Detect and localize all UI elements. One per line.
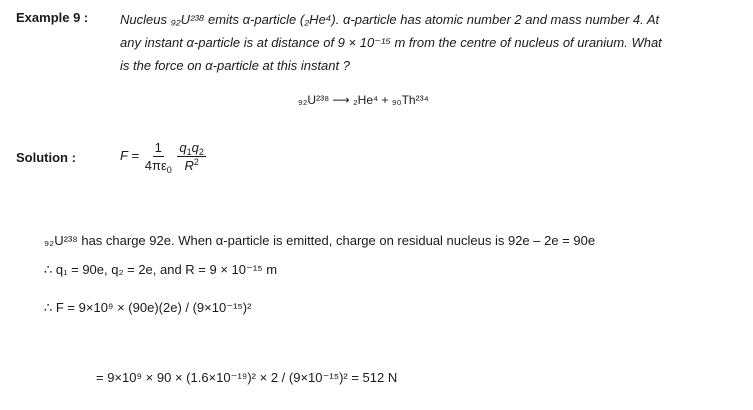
coulomb-formula: F = $\frac{1}{4\pi\varepsilon_0}$ $\frac{q_1q_2}{R^2}$ bbox=[120, 140, 204, 175]
values-line: ∴ q₁ = 90e, q₂ = 2e, and R = 9 × 10⁻¹⁵ m bbox=[44, 262, 278, 277]
solution-label: Solution : bbox=[16, 150, 76, 165]
formula-label: F bbox=[120, 147, 128, 163]
charge-fraction: $\frac{q_1q_2}{R^2}$ bbox=[179, 140, 204, 173]
result-step: = 9×10⁹ × 90 × (1.6×10⁻¹⁹)² × 2 / (9×10⁻¹⁵)² = 512 N bbox=[96, 370, 398, 385]
constant-fraction: $\frac{1}{4\pi\varepsilon_0}$ bbox=[144, 140, 172, 175]
force-step: ∴ F = 9×10⁹ × (90e)(2e) / (9×10⁻¹⁵)² bbox=[44, 300, 252, 315]
question-line-3: is the force on α-particle at this instant ? bbox=[120, 58, 350, 73]
reaction-equation: ₉₂U²³⁸ ⟶ ₂He⁴ + ₉₀Th²³⁴ bbox=[298, 93, 429, 107]
question-line-2: any instant α-particle is at distance of 9 × 10⁻¹⁵ m from the centre of nucleus of uranium. What bbox=[120, 35, 662, 50]
charge-line: ₉₂U²³⁸ has charge 92e. When α-particle is emitted, charge on residual nucleus is 92e – 2e = 90e bbox=[44, 233, 596, 248]
question-line-1: Nucleus ₉₂U²³⁸ emits α-particle (₂He⁴). α-particle has atomic number 2 and mass number 4. At bbox=[120, 12, 660, 27]
example-label: Example 9 : bbox=[16, 10, 89, 25]
